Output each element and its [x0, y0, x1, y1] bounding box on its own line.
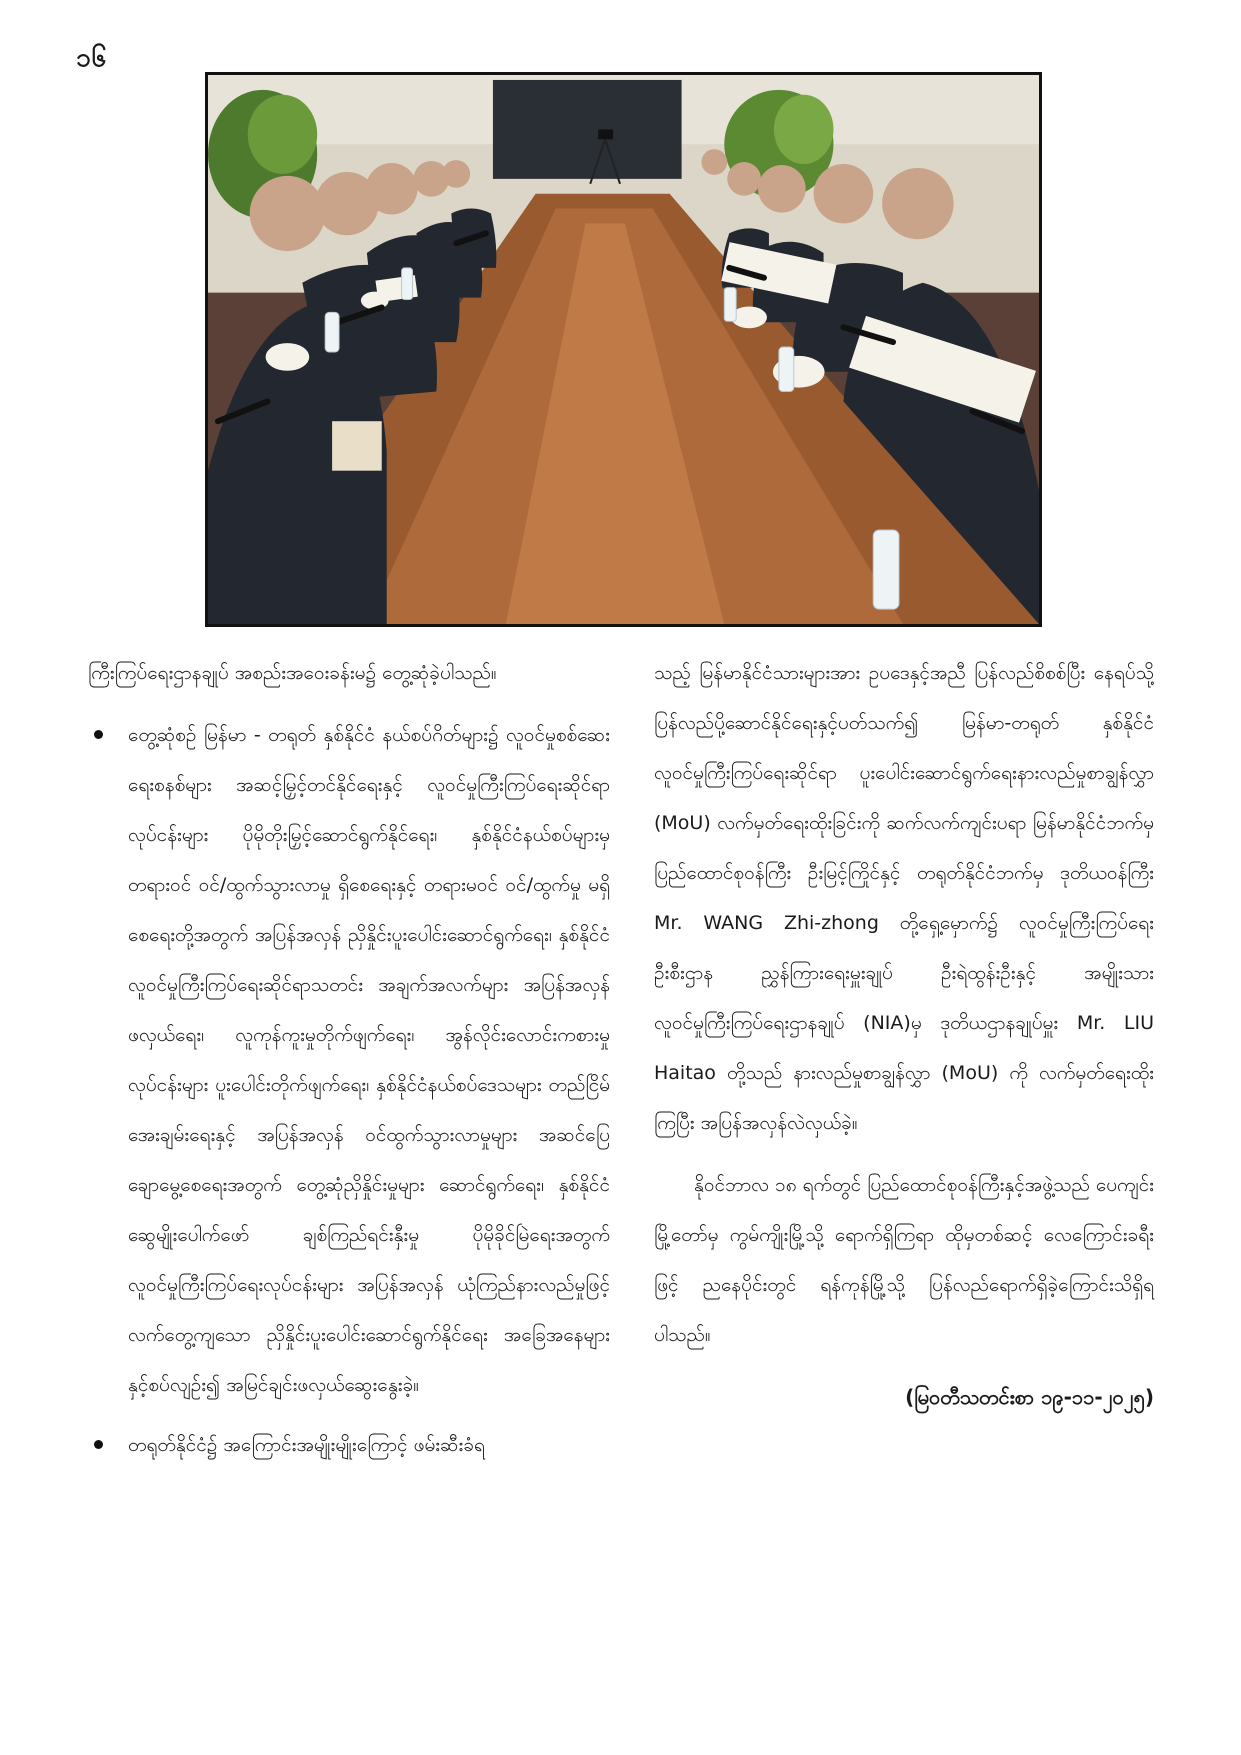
left-column	[88, 648, 610, 1480]
bullet-icon	[94, 1440, 103, 1449]
bullet-item	[88, 710, 610, 1410]
source-credit: (မြဝတီသတင်းစာ ၁၉-၁၁-၂၀၂၅)	[905, 1385, 1154, 1409]
intro-paragraph: ကြီးကြပ်ရေးဌာနချုပ် အစည်းအဝေးခန်းမ၌ တွေ့ဆုံခဲ့ပါသည်။	[88, 662, 497, 684]
tv-screen	[493, 80, 682, 179]
meeting-room-illustration	[208, 75, 1039, 624]
name-plate	[332, 421, 382, 470]
mou-paragraph: သည့် မြန်မာနိုင်ငံသားများအား ဥပဒေနှင့်အညီ ပြန်လည်စိစစ်ပြီး နေရပ်သို့ ပြန်လည်ပို့ဆောင်နိုင်ရေးနှင့်ပတ်သက်၍ မြန်မာ-တရုတ် နှစ်နိုင်ငံ လူဝင်မှုကြီးကြပ်ရေးဆိုင်ရာ ပူးပေါင်းဆောင်ရွက်ရေးနားလည်မှုစာချွန်လွှာ (MoU) လက်မှတ်ရေးထိုးခြင်းကို ဆက်လက်ကျင်းပရာ မြန်မာနိုင်ငံဘက်မှ ပြည်ထောင်စုဝန်ကြီး ဦးမြင့်ကြိုင်နှင့် တရုတ်နိုင်ငံဘက်မှ ဒုတိယဝန်ကြီး Mr. WANG Zhi-zhong တို့ရှေ့မှောက်၌ လူဝင်မှုကြီးကြပ်ရေး ဦးစီးဌာန ညွှန်ကြားရေးမှူးချုပ် ဦးရဲထွန်းဦးနှင့် အမျိုးသားလူဝင်မှုကြီးကြပ်ရေးဌာနချုပ် (NIA)မှ ဒုတိယဌာနချုပ်မှူး Mr. LIU Haitao တို့သည် နားလည်မှုစာချွန်လွှာ (MoU) ကို လက်မှတ်ရေးထိုး ကြပြီး အပြန်အလှန်လဲလှယ်ခဲ့။	[654, 662, 1154, 1134]
right-column	[654, 648, 1154, 1422]
page-number: ၁၆	[76, 43, 108, 73]
bullet-icon	[94, 730, 103, 739]
camera-icon	[598, 129, 613, 139]
bullet-list	[88, 710, 610, 1470]
bullet-text: တွေ့ဆုံစဉ် မြန်မာ - တရုတ် နှစ်နိုင်ငံ နယ်စပ်ဂိတ်များ၌ လူဝင်မှုစစ်ဆေးရေးစနစ်များ အဆင့်မြှင့်တင်နိုင်ရေးနှင့် လူဝင်မှုကြီးကြပ်ရေးဆိုင်ရာလုပ်ငန်းများ ပိုမိုတိုးမြှင့်ဆောင်ရွက်နိုင်ရေး၊ နှစ်နိုင်ငံနယ်စပ်များမှ တရားဝင် ဝင်/ထွက်သွားလာမှု ရှိစေရေးနှင့် တရားမဝင် ဝင်/ထွက်မှု မရှိစေရေးတို့အတွက် အပြန်အလှန် ညှိနှိုင်းပူးပေါင်းဆောင်ရွက်ရေး၊ နှစ်နိုင်ငံလူဝင်မှုကြီးကြပ်ရေးဆိုင်ရာသတင်း အချက်အလက်များ အပြန်အလှန်ဖလှယ်ရေး၊ လူကုန်ကူးမှုတိုက်ဖျက်ရေး၊ အွန်လိုင်းလောင်းကစားမှုလုပ်ငန်းများ ပူးပေါင်းတိုက်ဖျက်ရေး၊ နှစ်နိုင်ငံနယ်စပ်ဒေသများ တည်ငြိမ်အေးချမ်းရေးနှင့် အပြန်အလှန် ဝင်ထွက်သွားလာမှုများ အဆင်ပြေချောမွေ့စေရေးအတွက် တွေ့ဆုံညှိနှိုင်းမှုများ ဆောင်ရွက်ရေး၊ နှစ်နိုင်ငံ ဆွေမျိုးပေါက်ဖော် ချစ်ကြည်ရင်းနှီးမှု ပိုမိုခိုင်မြဲရေးအတွက် လူဝင်မှုကြီးကြပ်ရေးလုပ်ငန်းများ အပြန်အလှန် ယုံကြည်နားလည်မှုဖြင့် လက်တွေ့ကျသော ညှိနှိုင်းပူးပေါင်းဆောင်ရွက်နိုင်ရေး အခြေအနေများနှင့်စပ်လျဉ်း၍ အမြင်ချင်းဖလှယ်ဆွေးနွေးခဲ့။	[128, 724, 610, 1396]
meeting-photo	[205, 72, 1042, 627]
bullet-text: တရုတ်နိုင်ငံ၌ အကြောင်းအမျိုးမျိုးကြောင့် ဖမ်းဆီးခံရ	[128, 1434, 485, 1456]
return-paragraph: နိုဝင်ဘာလ ၁၈ ရက်တွင် ပြည်ထောင်စုဝန်ကြီးနှင့်အဖွဲ့သည် ပေကျင်းမြို့တော်မှ ကွမ်ကျိုးမြို့သို့ ရောက်ရှိကြရာ ထိုမှတစ်ဆင့် လေကြောင်းခရီးဖြင့် ညနေပိုင်းတွင် ရန်ကုန်မြို့သို့ ပြန်လည်ရောက်ရှိခဲ့ကြောင်းသိရှိရပါသည်။	[654, 1174, 1154, 1346]
bullet-item	[88, 1420, 610, 1470]
